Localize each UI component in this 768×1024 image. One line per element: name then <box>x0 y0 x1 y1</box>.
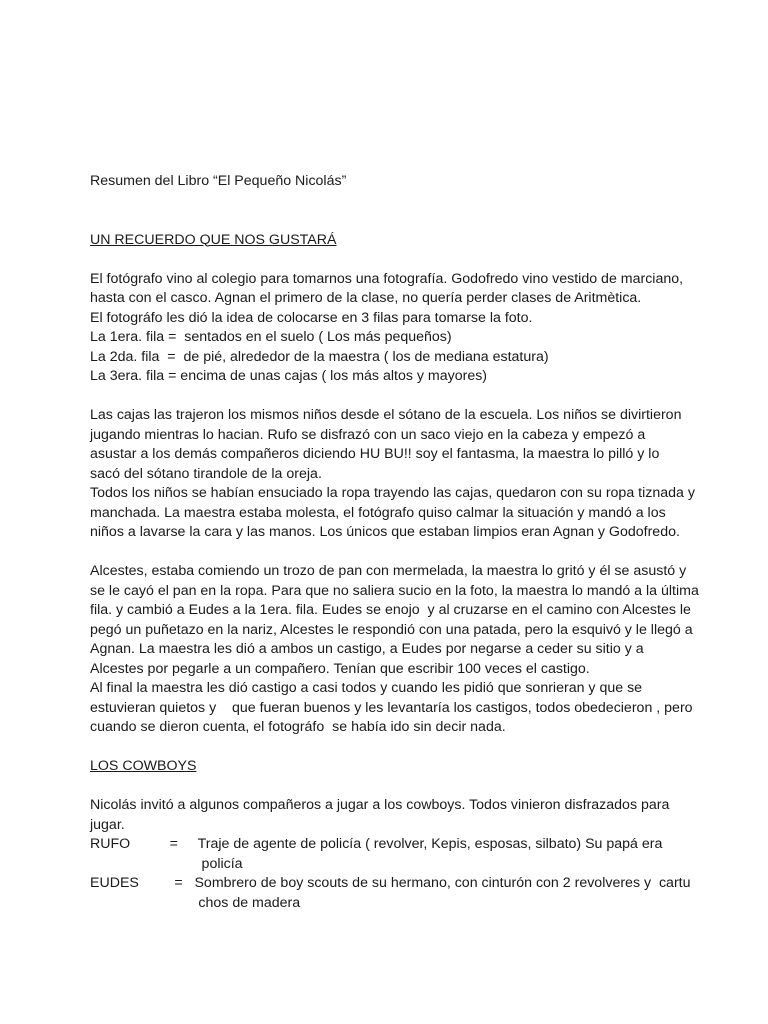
costume-entry-description <box>194 874 690 913</box>
text-line: estuvieran quietos y que fueran buenos y les levantaría los castigos, todos obedecieron , pero <box>90 699 693 716</box>
document-body <box>90 172 710 913</box>
text-line: jugando mientras lo hacian. Rufo se disfrazó con un saco viejo en la cabeza y empezó a <box>90 426 646 443</box>
costume-entry-description <box>198 835 663 874</box>
costume-entry-eudes <box>90 874 710 913</box>
text-line: La 2da. fila = de pié, alrededor de la maestra ( los de mediana estatura) <box>90 348 549 365</box>
text-line: El fotográfo les dió la idea de colocarse en 3 filas para tomarse la foto. <box>90 309 533 326</box>
document-title: Resumen del Libro “El Pequeño Nicolás” <box>90 173 347 189</box>
text-line: fila. y cambió a Eudes a la 1era. fila. Eudes se enojo y al cruzarse en el camino con Alcestes le <box>90 602 691 618</box>
text-line: Nicolás invitó a algunos compañeros a jugar a los cowboys. Todos vinieron disfrazados para <box>90 797 670 813</box>
text-line: jugar. <box>90 816 125 833</box>
text-line: niños a lavarse la cara y las manos. Los únicos que estaban limpios eran Agnan y Godofredo. <box>90 524 680 540</box>
text-line: La 1era. fila = sentados en el suelo ( Los más pequeños) <box>90 329 452 345</box>
costume-entry-term: RUFO = <box>90 836 198 852</box>
text-line: manchada. La maestra estaba molesta, el fotógrafo quiso calmar la situación y mandó a los <box>90 504 666 521</box>
text-line: sacó del sótano tirandole de la oreja. <box>90 465 322 482</box>
text-line: se le cayó el pan en la ropa. Para que no saliera sucio en la foto, la maestra lo mandó a la última <box>90 582 699 599</box>
paragraph-cajas <box>90 406 710 543</box>
text-line: asustar a los demás compañeros diciendo HU BU!! soy el fantasma, la maestra lo pilló y lo <box>90 446 660 462</box>
section-heading-recuerdo: UN RECUERDO QUE NOS GUSTARÁ <box>90 231 337 248</box>
paragraph-cowboys-intro <box>90 796 710 835</box>
costume-entry-term: EUDES = <box>90 875 195 891</box>
text-line: cuando se dieron cuenta, el fotográfo se había ido sin decir nada. <box>90 719 506 735</box>
text-line: Traje de agente de policía ( revolver, Kepis, esposas, silbato) Su papá era <box>197 836 663 852</box>
text-line: La 3era. fila = encima de unas cajas ( los más altos y mayores) <box>90 368 488 384</box>
text-line: Al final la maestra les dió castigo a casi todos y cuando les pidió que sonrieran y que se <box>90 680 643 696</box>
text-line: Agnan. La maestra les dió a ambos un castigo, a Eudes por negarse a ceder su sitio y a <box>90 641 644 657</box>
text-line: Sombrero de boy scouts de su hermano, con cinturón con 2 revolveres y cartu <box>194 875 691 891</box>
paragraph-fotografo <box>90 270 710 387</box>
text-line: Las cajas las trajeron los mismos niños desde el sótano de la escuela. Los niños se divirtieron <box>90 407 682 423</box>
paragraph-alcestes <box>90 562 710 738</box>
text-line: chos de madera <box>194 894 301 911</box>
text-line: El fotógrafo vino al colegio para tomarnos una fotografía. Godofredo vino vestido de marciano, <box>90 270 684 287</box>
text-line: Alcestes por pegarle a un compañero. Tenían que escribir 100 veces el castigo. <box>90 660 590 677</box>
text-line: policía <box>197 855 243 872</box>
text-line: Alcestes, estaba comiendo un trozo de pan con mermelada, la maestra lo gritó y él se asustó y <box>90 563 687 579</box>
text-line: Todos los niños se habían ensuciado la ropa trayendo las cajas, quedaron con su ropa tiznada y <box>90 485 695 501</box>
section-heading-cowboys: LOS COWBOYS <box>90 758 197 774</box>
costume-entry-rufo <box>90 835 710 874</box>
text-line: hasta con el casco. Agnan el primero de la clase, no quería perder clases de Aritmètica. <box>90 290 642 306</box>
text-line: pegó un puñetazo en la nariz, Alcestes le respondió con una patada, pero la esquivó y le llegó a <box>90 621 693 638</box>
